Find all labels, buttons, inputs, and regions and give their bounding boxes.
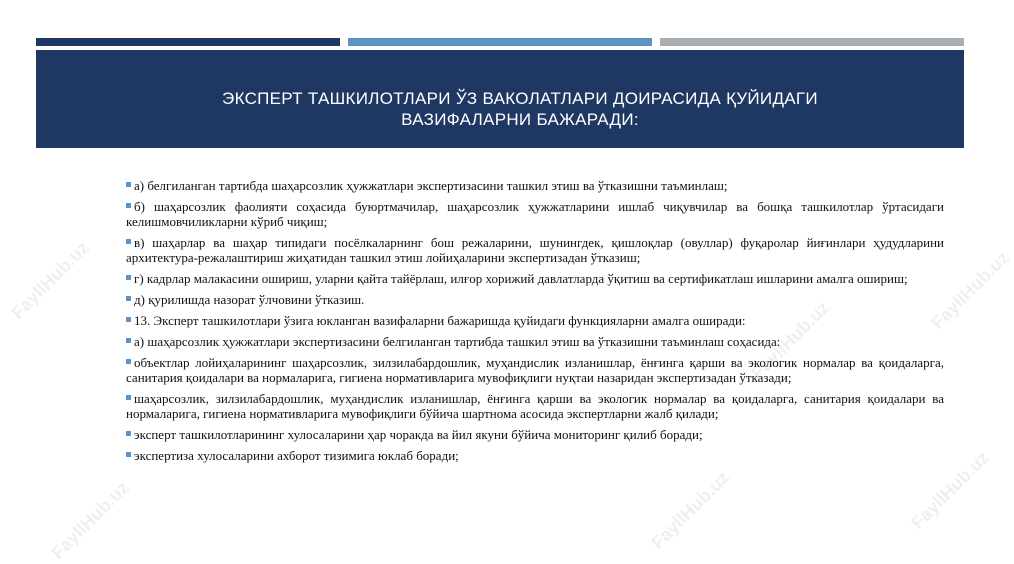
title-banner bbox=[36, 50, 964, 148]
list-item: объектлар лойиҳаларининг шаҳарсозлик, зилзилабардошлик, муҳандислик изланишлар, ёнғинга қарши ва экологик нормалар ва қоидаларга, санитария қоидалари ва нормаларига, гигиена нормативларига мувофиқлиги нуқтаи назаридан экспертизадан ўтказади; bbox=[126, 355, 944, 385]
accent-stripe-gray bbox=[660, 38, 964, 46]
slide-title: ЭКСПЕРТ ТАШКИЛОТЛАРИ ЎЗ ВАКОЛАТЛАРИ ДОИРАСИДА ҚУЙИДАГИ ВАЗИФАЛАРНИ БАЖАРАДИ: bbox=[222, 89, 818, 129]
bullet-icon bbox=[126, 182, 131, 187]
accent-stripe-dark bbox=[36, 38, 340, 46]
watermark: FayllHub.uz bbox=[47, 477, 133, 563]
bullet-icon bbox=[126, 317, 131, 322]
bullet-icon bbox=[126, 239, 131, 244]
bullet-icon bbox=[126, 275, 131, 280]
list-item: эксперт ташкилотларининг хулосаларини ҳар чоракда ва йил якуни бўйича мониторинг қилиб боради; bbox=[126, 427, 944, 442]
bullet-icon bbox=[126, 296, 131, 301]
list-item: в) шаҳарлар ва шаҳар типидаги посёлкаларнинг бош режаларини, шунингдек, қишлоқлар (овуллар) фуқаролар йиғинлари ҳудудларини архитектура-режалаштириш жиҳатидан ташкил этиш лойиҳаларини экспертизадан ўтказиш; bbox=[126, 235, 944, 265]
bullet-icon bbox=[126, 395, 131, 400]
list-item: а) шаҳарсозлик ҳужжатлари экспертизасини белгиланган тартибда ташкил этиш ва ўтказишни таъминлаш соҳасида: bbox=[126, 334, 944, 349]
watermark: FayllHub.uz bbox=[647, 467, 733, 553]
watermark: FayllHub.uz bbox=[927, 247, 1013, 333]
bullet-icon bbox=[126, 338, 131, 343]
bullet-icon bbox=[126, 359, 131, 364]
top-accent-stripes bbox=[36, 38, 964, 46]
slide-body bbox=[126, 178, 944, 469]
list-item: 13. Эксперт ташкилотлари ўзига юкланган вазифаларни бажаришда қуйидаги функцияларни амалга оширади: bbox=[126, 313, 944, 328]
bullet-icon bbox=[126, 431, 131, 436]
list-item: а) белгиланган тартибда шаҳарсозлик ҳужжатлари экспертизасини ташкил этиш ва ўтказишни таъминлаш; bbox=[126, 178, 944, 193]
accent-stripe-blue bbox=[348, 38, 652, 46]
bullet-icon bbox=[126, 203, 131, 208]
list-item: б) шаҳарсозлик фаолияти соҳасида буюртмачилар, шаҳарсозлик ҳужжатларини ишлаб чиқувчилар ва бошқа ташкилотлар ўртасидаги келишмовчиликларни кўриб чиқиш; bbox=[126, 199, 944, 229]
list-item: д) қурилишда назорат ўлчовини ўтказиш. bbox=[126, 292, 944, 307]
watermark: FayllHub.uz bbox=[747, 297, 833, 383]
watermark: FayllHub.uz bbox=[7, 237, 93, 323]
list-item: г) кадрлар малакасини ошириш, уларни қайта тайёрлаш, илғор хорижий давлатларда ўқитиш ва сертификатлаш ишларини амалга ошириш; bbox=[126, 271, 944, 286]
list-item: экспертиза хулосаларини ахборот тизимига юклаб боради; bbox=[126, 448, 944, 463]
watermark: FayllHub.uz bbox=[907, 447, 993, 533]
bullet-icon bbox=[126, 452, 131, 457]
list-item: шаҳарсозлик, зилзилабардошлик, муҳандислик изланишлар, ёнғинга қарши ва экологик нормалар ва қоидаларга, санитария қоидалари ва нормаларига, гигиена нормативларига мувофиқлиги бўйича шартнома асосида экспертларни жалб қилади; bbox=[126, 391, 944, 421]
